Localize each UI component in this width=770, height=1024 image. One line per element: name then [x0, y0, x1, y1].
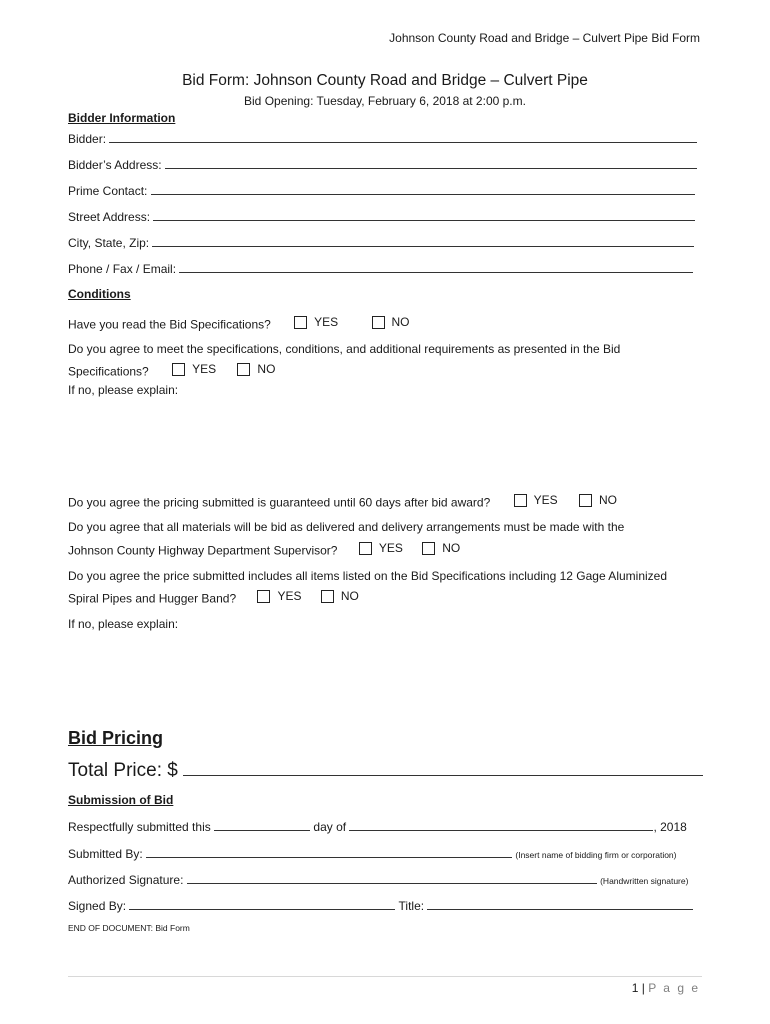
checkbox-icon[interactable]	[359, 542, 372, 555]
signed-by-field[interactable]	[129, 898, 395, 910]
checkbox-icon[interactable]	[237, 363, 250, 376]
agree-specs-yes-option[interactable]	[172, 362, 216, 376]
pricing-yes-option[interactable]	[514, 493, 558, 507]
respectfully-label: Respectfully submitted this	[68, 820, 211, 834]
question-read-specs	[68, 315, 410, 332]
question-delivery-line2	[68, 541, 460, 558]
prime-contact-field[interactable]	[151, 183, 695, 195]
bidder-address-row	[68, 157, 697, 172]
conditions-heading: Conditions	[68, 287, 131, 301]
question-delivery-line1: Do you agree that all materials will be bid as delivered and delivery arrangements must be made with the	[68, 520, 625, 534]
bidder-address-field[interactable]	[165, 157, 697, 169]
question-pricing-guarantee-text: Do you agree the pricing submitted is guaranteed until 60 days after bid award?	[68, 495, 491, 510]
phone-fax-email-row	[68, 261, 693, 276]
delivery-no-option[interactable]	[422, 541, 460, 555]
page-footer	[632, 981, 700, 995]
month-field[interactable]	[349, 819, 653, 831]
checkbox-icon[interactable]	[321, 590, 334, 603]
no-label: NO	[257, 362, 276, 376]
checkbox-icon[interactable]	[514, 494, 527, 507]
agree-specs-no-option[interactable]	[237, 362, 275, 376]
no-label: NO	[340, 589, 359, 603]
end-of-document: END OF DOCUMENT: Bid Form	[68, 923, 190, 933]
checkbox-icon[interactable]	[257, 590, 270, 603]
bidder-label: Bidder:	[68, 132, 107, 146]
page-separator: |	[641, 981, 645, 995]
running-header: Johnson County Road and Bridge – Culvert Pipe Bid Form	[389, 31, 700, 45]
city-state-zip-field[interactable]	[152, 235, 694, 247]
no-label: NO	[391, 315, 410, 329]
bidder-information-heading: Bidder Information	[68, 111, 176, 125]
prime-contact-label: Prime Contact:	[68, 184, 148, 198]
items-no-option[interactable]	[321, 589, 359, 603]
items-yes-option[interactable]	[257, 589, 301, 603]
bid-opening-date: Bid Opening: Tuesday, February 6, 2018 at 2:00 p.m.	[244, 94, 526, 108]
authorized-signature-field[interactable]	[187, 872, 597, 884]
signed-by-row	[68, 898, 693, 913]
explain-label-1: If no, please explain:	[68, 383, 179, 397]
signed-by-label: Signed By:	[68, 899, 127, 913]
yes-label: YES	[533, 493, 558, 507]
submission-heading: Submission of Bid	[68, 793, 174, 807]
question-items-text: Spiral Pipes and Hugger Band?	[68, 591, 237, 606]
phone-fax-email-field[interactable]	[179, 261, 693, 273]
bid-pricing-heading: Bid Pricing	[68, 728, 164, 748]
title-field[interactable]	[427, 898, 693, 910]
year-label: , 2018	[653, 820, 687, 834]
bidder-row	[68, 131, 697, 146]
total-price-label: Total Price: $	[68, 760, 178, 781]
checkbox-icon[interactable]	[579, 494, 592, 507]
city-state-zip-row	[68, 235, 694, 250]
yes-label: YES	[378, 541, 403, 555]
submitted-by-label: Submitted By:	[68, 847, 143, 861]
explain-label-2: If no, please explain:	[68, 617, 179, 631]
checkbox-icon[interactable]	[422, 542, 435, 555]
yes-label: YES	[314, 315, 339, 329]
question-read-specs-text: Have you read the Bid Specifications?	[68, 317, 271, 332]
street-address-field[interactable]	[153, 209, 695, 221]
question-delivery-text: Johnson County Highway Department Supervisor?	[68, 543, 338, 558]
authorized-signature-row	[68, 872, 688, 887]
total-price-row	[68, 760, 703, 782]
day-field[interactable]	[214, 819, 310, 831]
street-address-row	[68, 209, 695, 224]
question-items-line2	[68, 589, 359, 606]
bidder-field[interactable]	[109, 131, 697, 143]
respectfully-row	[68, 819, 687, 834]
street-address-label: Street Address:	[68, 210, 151, 224]
total-price-field[interactable]	[183, 760, 703, 776]
yes-label: YES	[277, 589, 302, 603]
checkbox-icon[interactable]	[372, 316, 385, 329]
authorized-signature-label: Authorized Signature:	[68, 873, 184, 887]
yes-label: YES	[192, 362, 217, 376]
read-specs-yes-option[interactable]	[294, 315, 338, 329]
pricing-no-option[interactable]	[579, 493, 617, 507]
question-pricing-guarantee	[68, 493, 617, 510]
submitted-by-row	[68, 846, 677, 861]
no-label: NO	[442, 541, 461, 555]
question-agree-specs-line2	[68, 362, 275, 379]
form-title: Bid Form: Johnson County Road and Bridge – Culvert Pipe	[182, 72, 588, 89]
title-label: Title:	[398, 899, 425, 913]
submitted-by-field[interactable]	[146, 846, 512, 858]
prime-contact-row	[68, 183, 695, 198]
page-number: 1	[631, 981, 639, 995]
city-state-zip-label: City, State, Zip:	[68, 236, 150, 250]
checkbox-icon[interactable]	[172, 363, 185, 376]
question-items-line1: Do you agree the price submitted includes all items listed on the Bid Specifications including 12 Gage Aluminized	[68, 569, 668, 583]
footer-divider	[68, 976, 702, 977]
submitted-by-hint: (Insert name of bidding firm or corporation)	[515, 850, 677, 860]
question-agree-specs-line1: Do you agree to meet the specifications, conditions, and additional requirements as presented in the Bid	[68, 342, 621, 356]
delivery-yes-option[interactable]	[359, 541, 403, 555]
checkbox-icon[interactable]	[294, 316, 307, 329]
day-of-label: day of	[313, 820, 347, 834]
no-label: NO	[598, 493, 617, 507]
read-specs-no-option[interactable]	[372, 315, 410, 329]
page-label: P a g e	[648, 981, 700, 995]
authorized-signature-hint: (Handwritten signature)	[600, 876, 689, 886]
bidder-address-label: Bidder’s Address:	[68, 158, 162, 172]
phone-fax-email-label: Phone / Fax / Email:	[68, 262, 177, 276]
question-agree-specs-text: Specifications?	[68, 364, 149, 379]
